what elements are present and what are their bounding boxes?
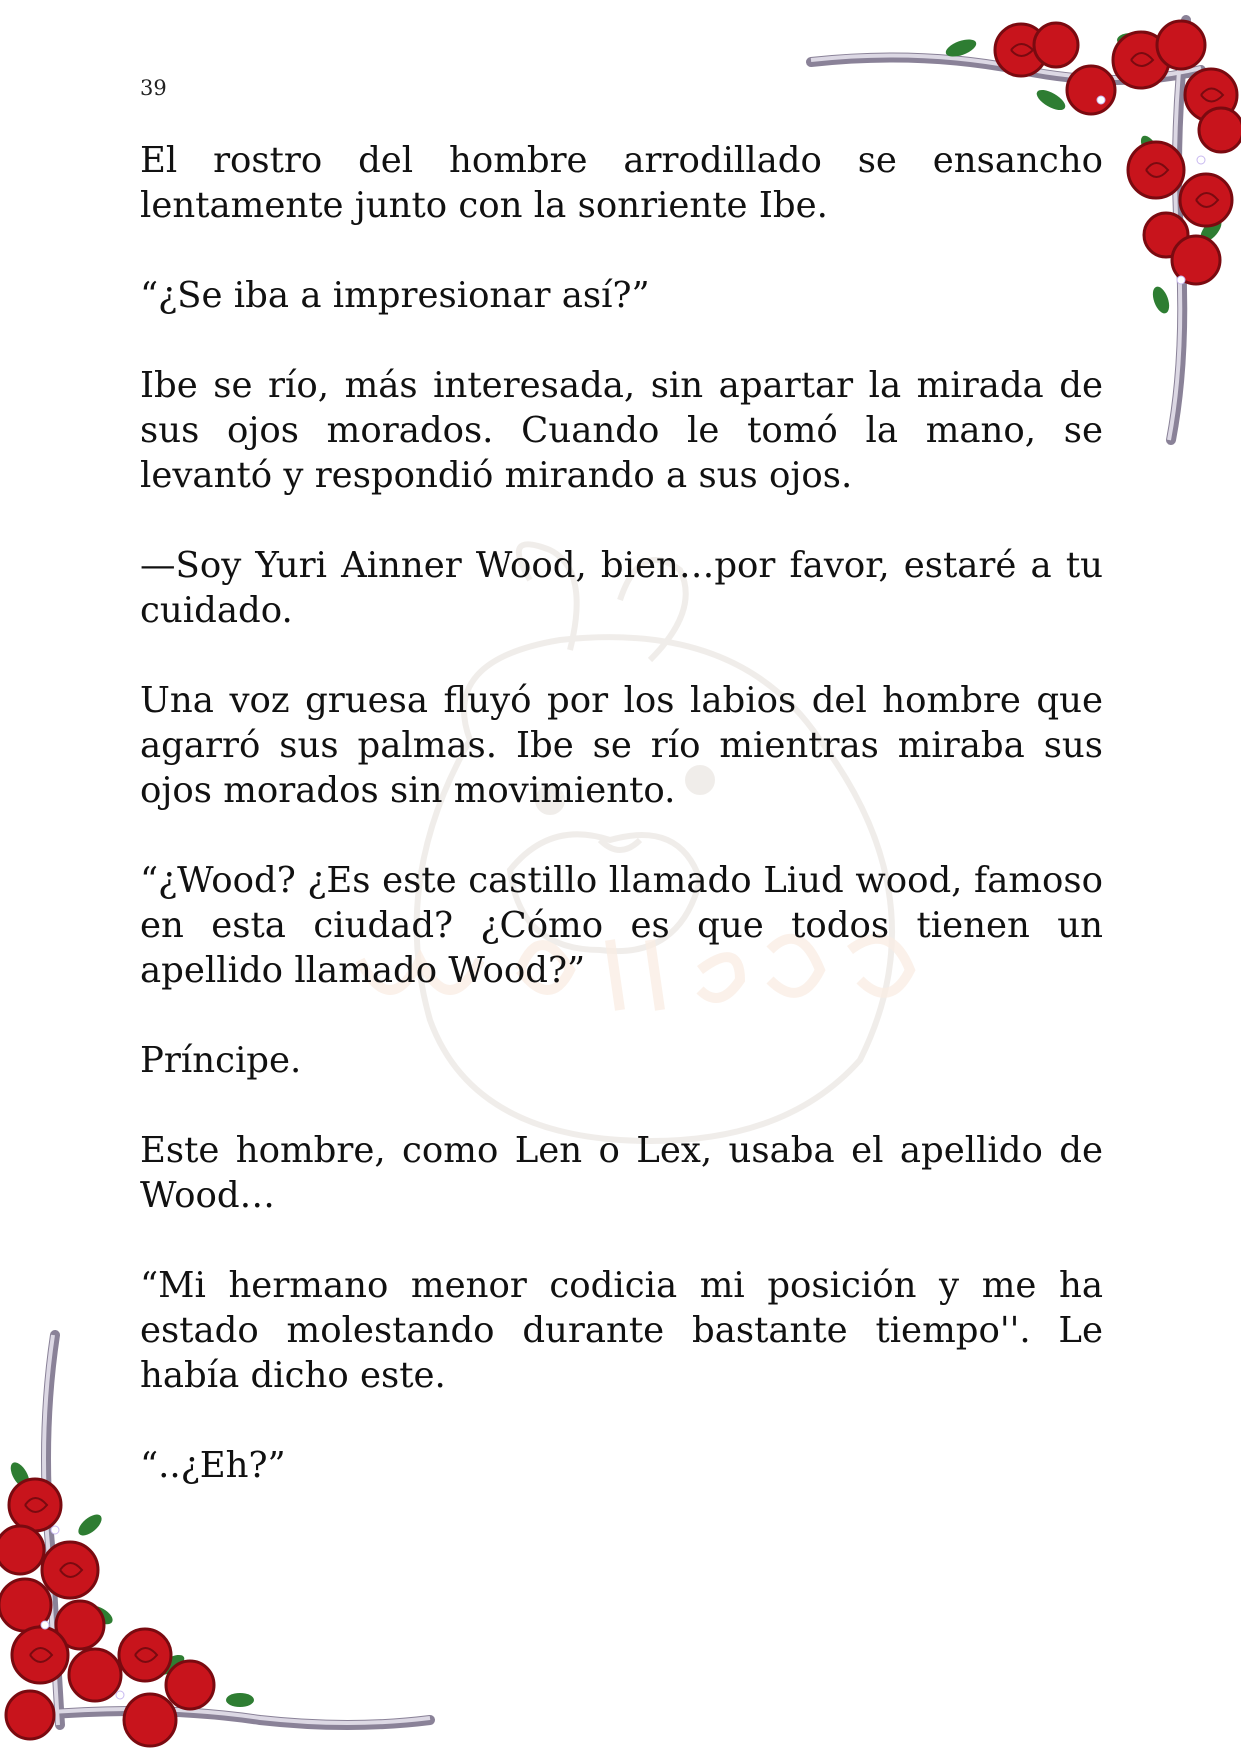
- paragraph: “Mi hermano menor codicia mi posición y me ha estado molestando durante bastante tiempo''. Le había dicho este.: [140, 1265, 1103, 1396]
- paragraph: El rostro del hombre arrodillado se ensancho lentamente junto con la sonriente Ibe.: [140, 140, 1103, 226]
- paragraph: “¿Wood? ¿Es este castillo llamado Liud wood, famoso en esta ciudad? ¿Cómo es que todos tienen un apellido llamado Wood?”: [140, 860, 1103, 991]
- paragraph: Este hombre, como Len o Lex, usaba el apellido de Wood…: [140, 1130, 1103, 1216]
- page-number: 39: [140, 76, 167, 100]
- paragraph: “..¿Eh?”: [140, 1445, 286, 1486]
- paragraph: Una voz gruesa fluyó por los labios del hombre que agarró sus palmas. Ibe se río mientras miraba sus ojos morados sin movimiento.: [140, 680, 1103, 811]
- paragraph: Ibe se río, más interesada, sin apartar la mirada de sus ojos morados. Cuando le tomó la mano, se levantó y respondió mirando a sus ojos.: [140, 365, 1103, 496]
- body-text: [140, 138, 1103, 1533]
- paragraph: Príncipe.: [140, 1040, 302, 1081]
- paragraph: “¿Se iba a impresionar así?”: [140, 275, 650, 316]
- paragraph: —Soy Yuri Ainner Wood, bien…por favor, estaré a tu cuidado.: [140, 545, 1103, 631]
